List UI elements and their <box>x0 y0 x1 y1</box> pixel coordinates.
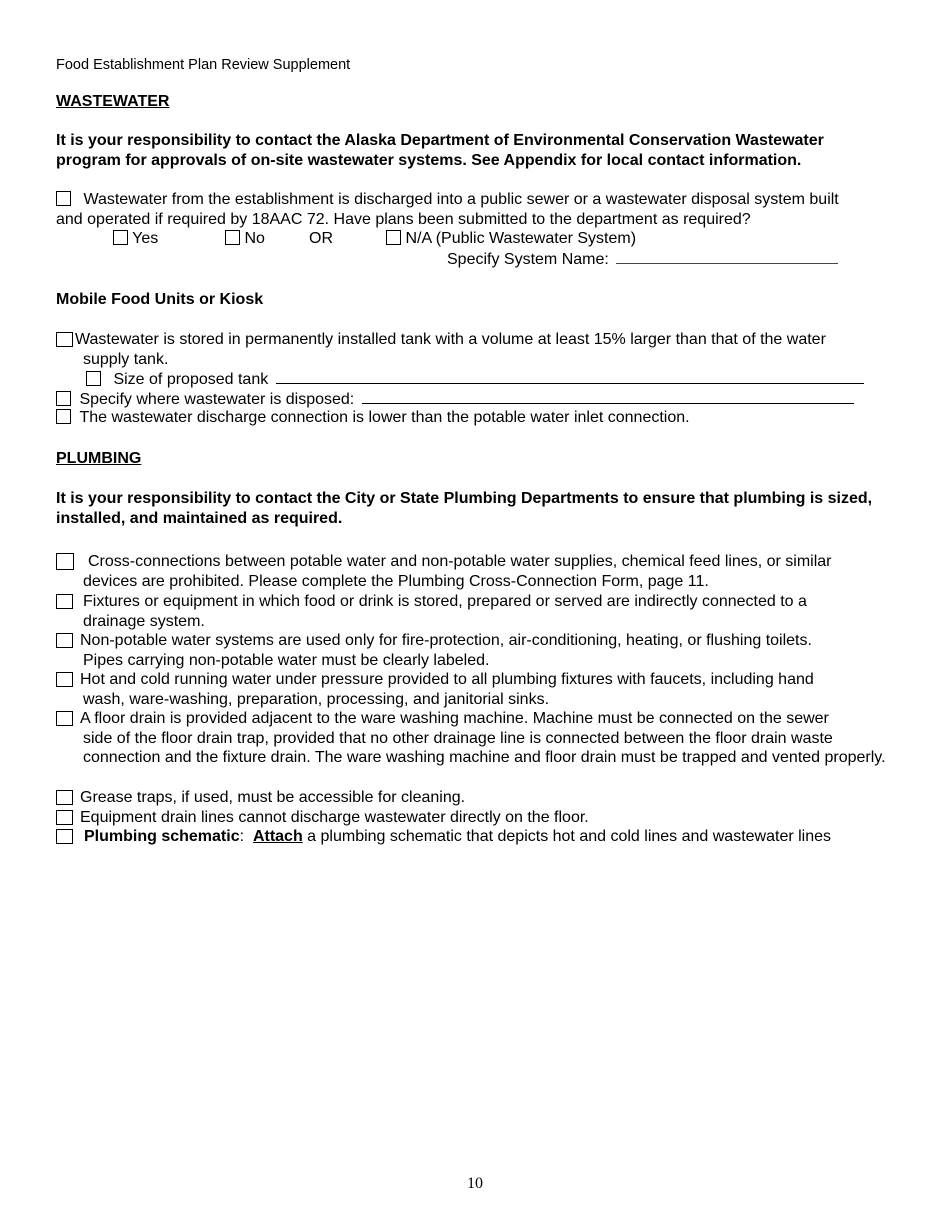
disposal-field[interactable] <box>362 389 854 404</box>
system-name-row <box>447 249 838 270</box>
plumbing-item-text: Cross-connections between potable water and non-potable water supplies, chemical feed lines, or similar <box>88 553 832 570</box>
plumbing-item <box>56 631 892 670</box>
plumbing-schematic-text <box>56 827 892 847</box>
wastewater-heading: WASTEWATER <box>56 93 170 110</box>
non-potable-checkbox[interactable] <box>56 633 73 648</box>
tank-text-line2: supply tank. <box>83 350 169 368</box>
document-header: Food Establishment Plan Review Supplement <box>56 57 351 73</box>
or-label: OR <box>309 230 333 247</box>
plumbing-schematic-colon: : <box>239 828 245 845</box>
fixtures-checkbox[interactable] <box>56 594 73 609</box>
discharge-connection-row <box>56 408 690 428</box>
grease-trap-checkbox[interactable] <box>56 790 73 805</box>
wastewater-notice: It is your responsibility to contact the Alaska Department of Environmental Conservation Wastewater program for approvals of on-site wastewater systems. See Appendix for local contact information. <box>56 132 824 169</box>
discharge-connection-checkbox[interactable] <box>56 409 71 424</box>
disposal-row <box>56 389 854 410</box>
plumbing-item-text-cont: side of the floor drain trap, provided that no other drainage line is connected between the floor drain waste connection and the fixture drain. The ware washing machine and floor drain must be trapped and vented properly. <box>83 729 886 766</box>
plumbing-item-text: Fixtures or equipment in which food or drink is stored, prepared or served are indirectly connected to a <box>83 593 807 610</box>
no-checkbox[interactable] <box>225 230 240 245</box>
discharge-connection-text: The wastewater discharge connection is lower than the potable water inlet connection. <box>79 409 690 426</box>
wastewater-question-line2: and operated if required by 18AAC 72. Have plans been submitted to the department as required? <box>56 211 751 228</box>
page-number: 10 <box>467 1175 483 1192</box>
tank-size-label: Size of proposed tank <box>113 371 269 388</box>
plumbing-item-text-cont: wash, ware-washing, preparation, processing, and janitorial sinks. <box>83 690 550 708</box>
tank-checkbox[interactable] <box>56 332 73 347</box>
system-name-field[interactable] <box>616 249 838 264</box>
plumbing-schematic-desc: a plumbing schematic that depicts hot and cold lines and wastewater lines <box>307 828 832 845</box>
plumbing-item-text: Equipment drain lines cannot discharge wastewater directly on the floor. <box>80 809 589 826</box>
na-checkbox[interactable] <box>386 230 401 245</box>
tank-size-field[interactable] <box>276 369 864 384</box>
plumbing-item-text-cont: devices are prohibited. Please complete the Plumbing Cross-Connection Form, page 11. <box>83 572 709 590</box>
plumbing-item <box>56 592 892 631</box>
plumbing-item <box>56 552 892 591</box>
plumbing-item-text: A floor drain is provided adjacent to the ware washing machine. Machine must be connected on the sewer <box>80 710 829 727</box>
na-label: N/A (Public Wastewater System) <box>405 230 637 247</box>
tank-size-checkbox[interactable] <box>86 371 101 386</box>
plumbing-schematic-label: Plumbing schematic <box>84 828 240 845</box>
plumbing-item <box>56 788 892 808</box>
system-name-label: Specify System Name: <box>447 251 609 268</box>
plumbing-schematic-item <box>56 827 892 847</box>
plumbing-schematic-checkbox[interactable] <box>56 829 73 844</box>
no-label: No <box>244 230 265 247</box>
plumbing-item-text-cont: drainage system. <box>83 612 205 630</box>
plumbing-item-text: Non-potable water systems are used only for fire-protection, air-conditioning, heating, or flushing toilets. <box>80 632 812 649</box>
plumbing-notice: It is your responsibility to contact the City or State Plumbing Departments to ensure that plumbing is sized, installed, and maintained as required. <box>56 490 873 527</box>
tank-size-row <box>86 369 864 390</box>
public-sewer-text: Wastewater from the establishment is discharged into a public sewer or a wastewater disposal system built <box>83 191 839 208</box>
no-option[interactable] <box>225 229 265 249</box>
mobile-item-tank <box>56 330 892 369</box>
public-sewer-checkbox[interactable] <box>56 191 71 206</box>
yes-checkbox[interactable] <box>113 230 128 245</box>
tank-text-line1: Wastewater is stored in permanently installed tank with a volume at least 15% larger than that of the water <box>75 331 826 348</box>
mobile-heading: Mobile Food Units or Kiosk <box>56 291 264 308</box>
plumbing-item <box>56 808 892 828</box>
na-option[interactable] <box>386 229 636 249</box>
floor-drain-checkbox[interactable] <box>56 711 73 726</box>
equipment-drain-checkbox[interactable] <box>56 810 73 825</box>
hot-cold-water-checkbox[interactable] <box>56 672 73 687</box>
plumbing-item <box>56 709 892 768</box>
disposal-label: Specify where wastewater is disposed: <box>79 391 355 408</box>
plumbing-item <box>56 670 892 709</box>
wastewater-question-line1 <box>56 190 839 210</box>
plumbing-item-text: Grease traps, if used, must be accessible for cleaning. <box>80 789 466 806</box>
plumbing-heading: PLUMBING <box>56 450 142 467</box>
attach-label: Attach <box>252 828 303 845</box>
disposal-checkbox[interactable] <box>56 391 71 406</box>
plumbing-item-text-cont: Pipes carrying non-potable water must be clearly labeled. <box>83 651 490 669</box>
yes-option[interactable] <box>113 229 158 249</box>
yes-label: Yes <box>132 230 159 247</box>
plumbing-item-text: Hot and cold running water under pressure provided to all plumbing fixtures with faucets, including hand <box>80 671 814 688</box>
cross-connection-checkbox[interactable] <box>56 553 74 570</box>
